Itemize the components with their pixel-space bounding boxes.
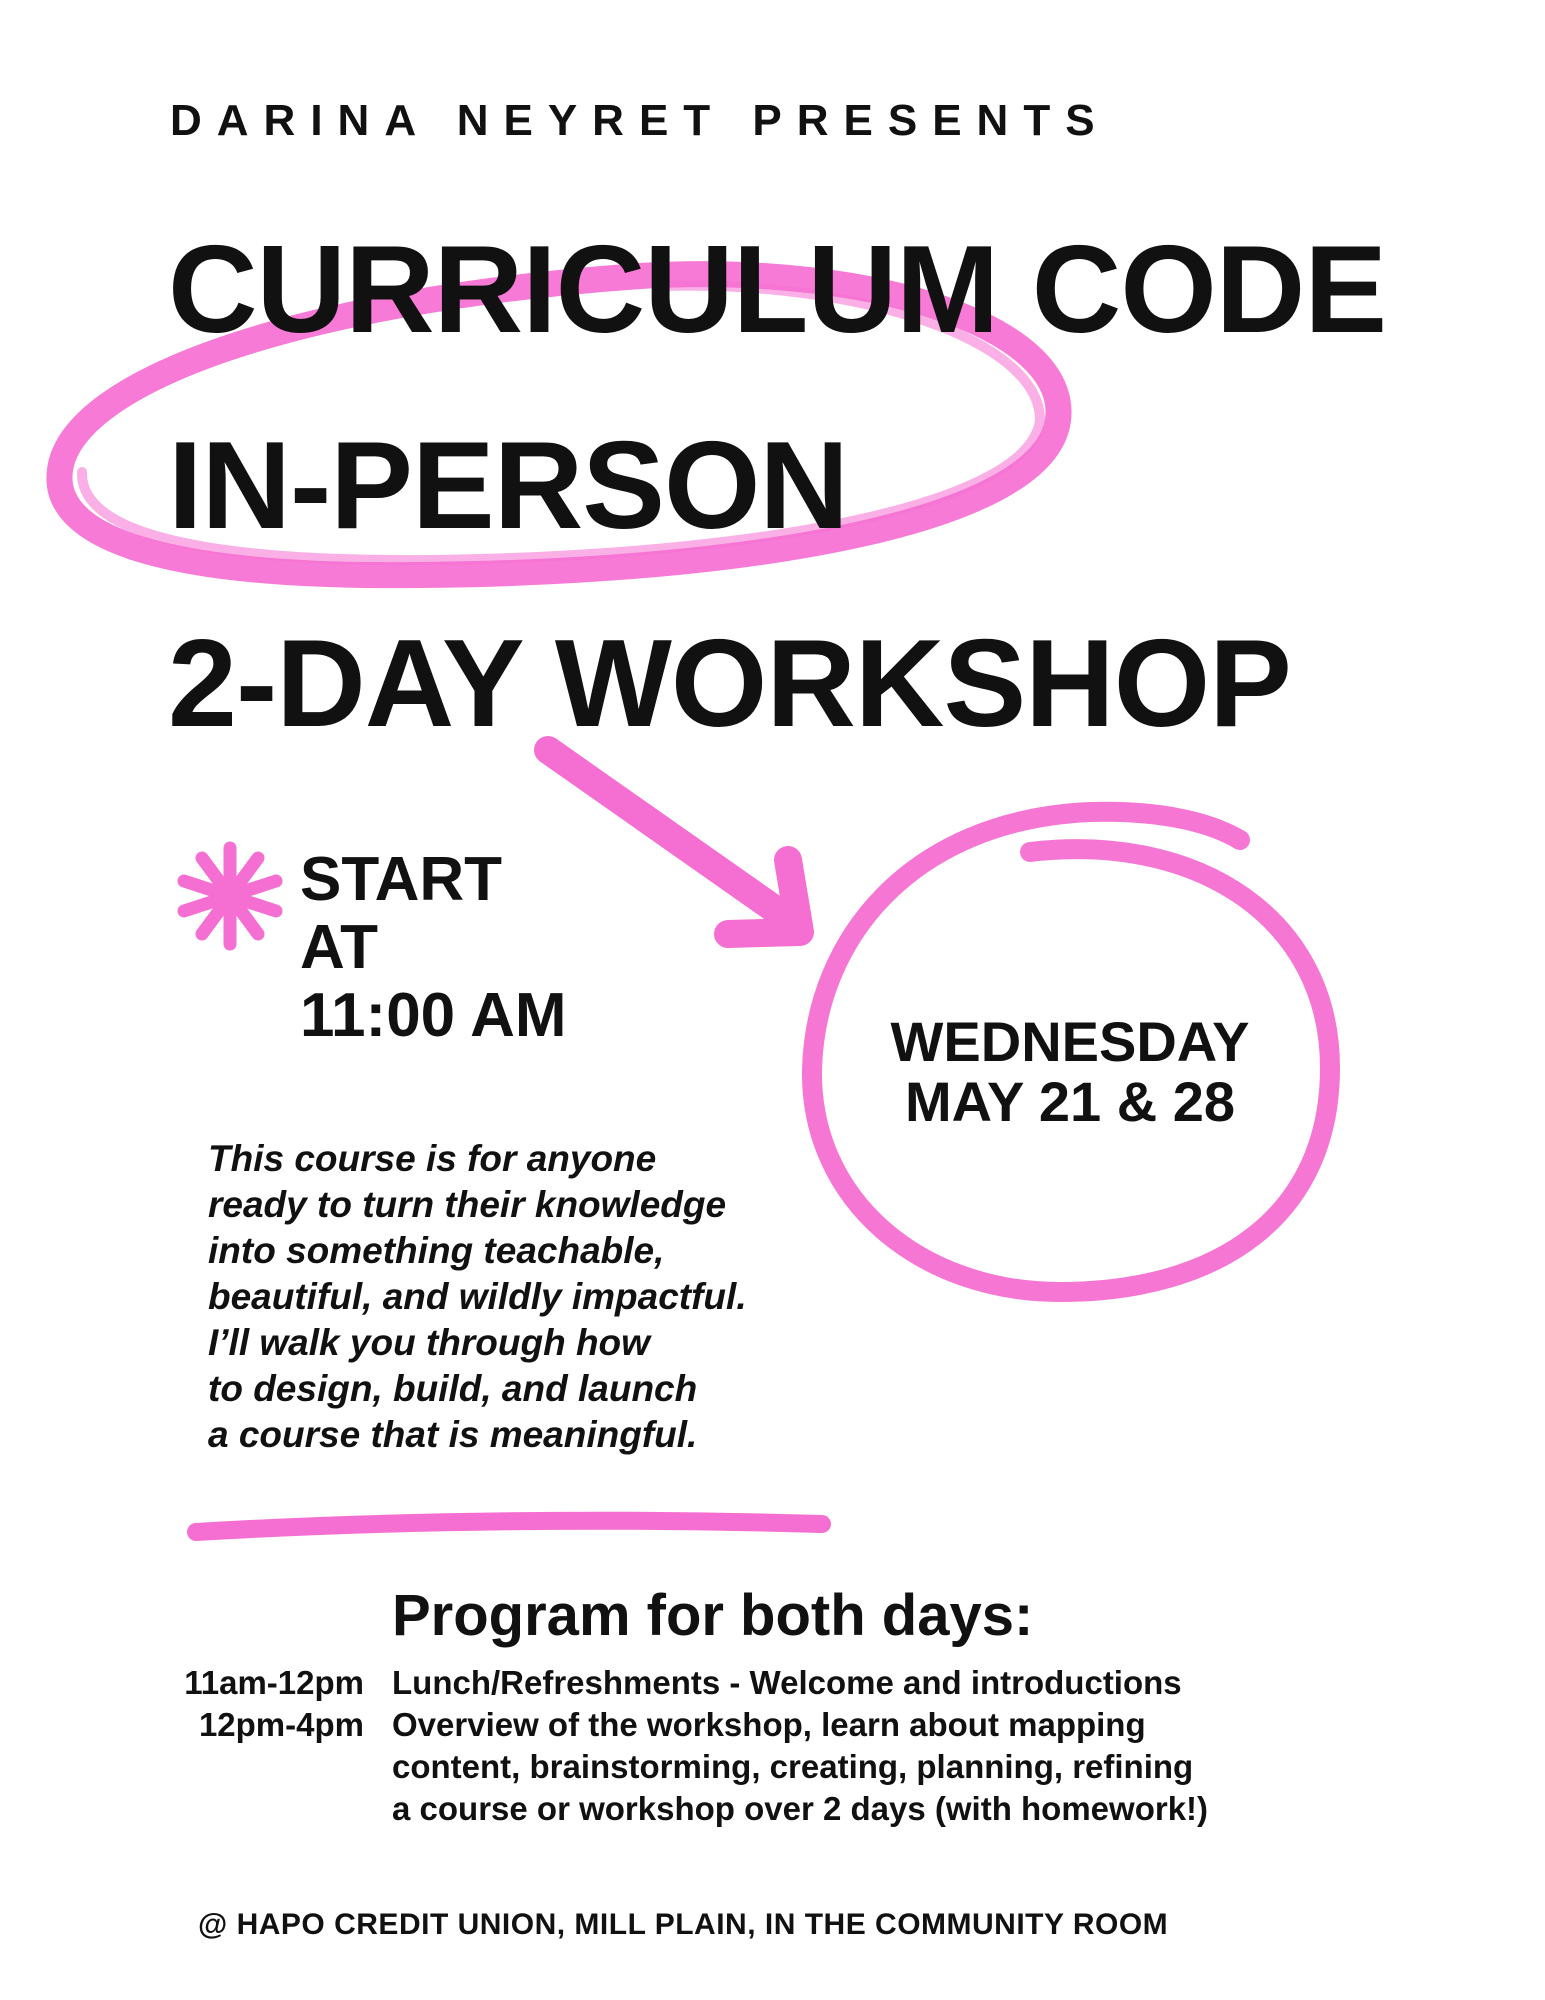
course-description [208,1136,747,1458]
start-time-value: 11:00 AM [300,981,567,1050]
presenter-heading: DARINA NEYRET PRESENTS [170,96,1110,145]
start-at-label: AT [300,913,379,982]
event-dates: MAY 21 & 28 [905,1070,1235,1133]
title-line-3: 2-DAY WORKSHOP [168,615,1291,753]
schedule-desc-2 [392,1704,1208,1830]
event-location: @ HAPO CREDIT UNION, MILL PLAIN, IN THE COMMUNITY ROOM [198,1908,1169,1941]
title-line-1: CURRICULUM CODE [168,221,1387,359]
description-line: into something teachable, [208,1230,665,1271]
start-label: START [300,845,503,914]
event-date [810,1012,1330,1132]
schedule-desc-line: a course or workshop over 2 days (with homework!) [392,1790,1209,1827]
description-line: beautiful, and wildly impactful. [208,1276,747,1317]
start-time [300,846,567,1050]
title-line-2: IN-PERSON [168,417,848,555]
program-heading: Program for both days: [392,1583,1034,1648]
schedule-time-2: 12pm-4pm [198,1706,364,1743]
description-line: a course that is meaningful. [208,1414,698,1455]
schedule-desc-1: Lunch/Refreshments - Welcome and introductions [392,1664,1182,1701]
schedule-desc-line: Overview of the workshop, learn about mapping [392,1706,1146,1743]
description-line: This course is for anyone [208,1138,657,1179]
schedule-desc-line: content, brainstorming, creating, planning, refining [392,1748,1194,1785]
description-line: I’ll walk you through how [208,1322,650,1363]
arrow-icon [548,750,800,934]
description-line: to design, build, and launch [208,1368,698,1409]
description-line: ready to turn their knowledge [208,1184,727,1225]
brush-underline [196,1521,822,1532]
schedule-time-1: 11am-12pm [184,1664,364,1701]
asterisk-icon [184,848,276,944]
event-day: WEDNESDAY [890,1010,1250,1073]
